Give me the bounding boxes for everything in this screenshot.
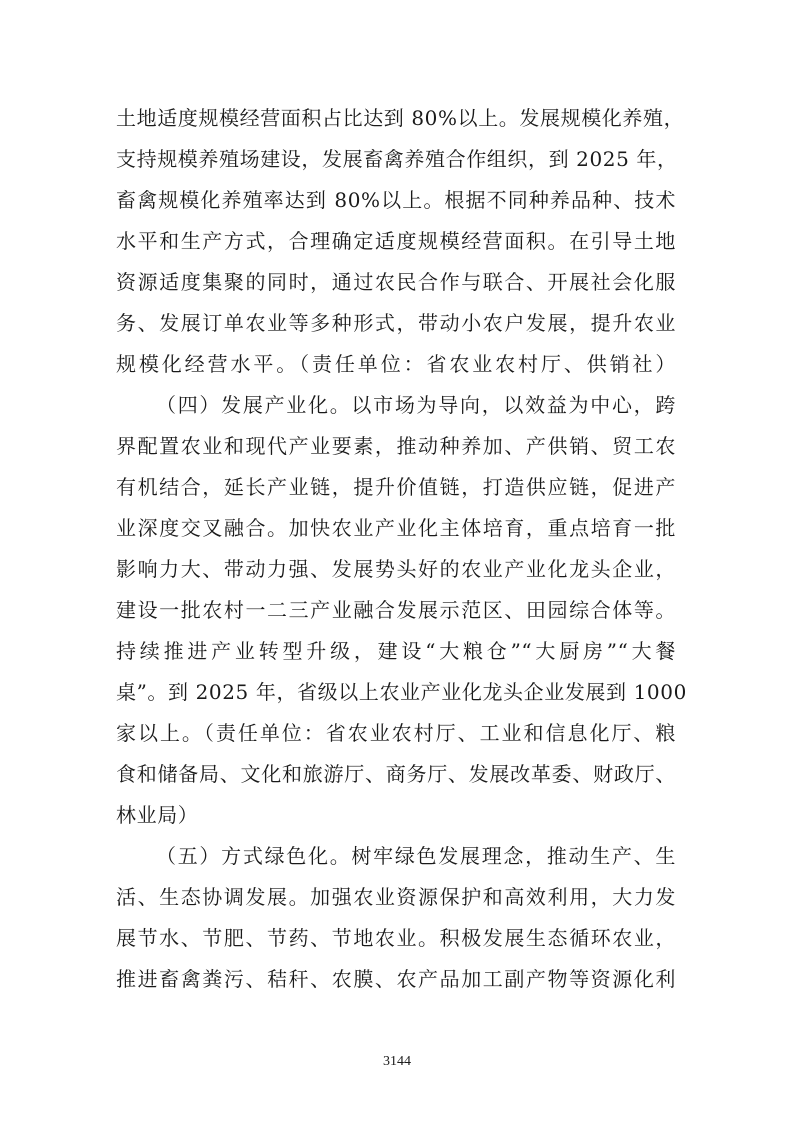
text-line: 影响力大、带动力强、发展势头好的农业产业化龙头企业， xyxy=(116,557,676,581)
text-line: 推进畜禽粪污、秸秆、农膜、农产品加工副产物等资源化利 xyxy=(116,967,676,991)
text-line: （四）发展产业化。以市场为导向，以效益为中心，跨 xyxy=(156,393,676,417)
text-line: 规模化经营水平。（责任单位：省农业农村厅、供销社） xyxy=(116,352,676,376)
text-line: 展节水、节肥、节药、节地农业。积极发展生态循环农业， xyxy=(116,926,676,950)
paragraph xyxy=(116,98,685,385)
text-line: 林业局） xyxy=(116,803,199,827)
paragraph xyxy=(116,836,676,1000)
text-line: 支持规模养殖场建设，发展畜禽养殖合作组织，到 2025 年， xyxy=(116,147,678,171)
text-line: 界配置农业和现代产业要素，推动种养加、产供销、贸工农 xyxy=(116,434,676,458)
text-line: 活、生态协调发展。加强农业资源保护和高效利用，大力发 xyxy=(116,885,676,909)
text-line: 资源适度集聚的同时，通过农民合作与联合、开展社会化服 xyxy=(116,270,676,294)
text-line: （五）方式绿色化。树牢绿色发展理念，推动生产、生 xyxy=(156,844,676,868)
text-line: 持续推进产业转型升级，建设“大粮仓”“大厨房”“大餐 xyxy=(116,639,676,663)
text-line: 务、发展订单农业等多种形式，带动小农户发展，提升农业 xyxy=(116,311,676,335)
text-line: 桌”。到 2025 年，省级以上农业产业化龙头企业发展到 1000 xyxy=(116,680,687,704)
text-line: 建设一批农村一二三产业融合发展示范区、田园综合体等。 xyxy=(116,598,676,622)
paragraph xyxy=(116,385,687,836)
text-line: 畜禽规模化养殖率达到 80%以上。根据不同种养品种、技术 xyxy=(116,188,676,212)
text-line: 食和储备局、文化和旅游厅、商务厅、发展改革委、财政厅、 xyxy=(116,762,676,786)
text-line: 有机结合，延长产业链，提升价值链，打造供应链，促进产 xyxy=(116,475,676,499)
text-line: 业深度交叉融合。加快农业产业化主体培育，重点培育一批 xyxy=(116,516,676,540)
document-body xyxy=(116,98,687,1000)
page-number: 3144 xyxy=(383,1054,411,1069)
text-line: 家以上。（责任单位：省农业农村厅、工业和信息化厅、粮 xyxy=(116,721,676,745)
text-line: 水平和生产方式，合理确定适度规模经营面积。在引导土地 xyxy=(116,229,676,253)
text-line: 土地适度规模经营面积占比达到 80%以上。发展规模化养殖， xyxy=(116,106,685,130)
